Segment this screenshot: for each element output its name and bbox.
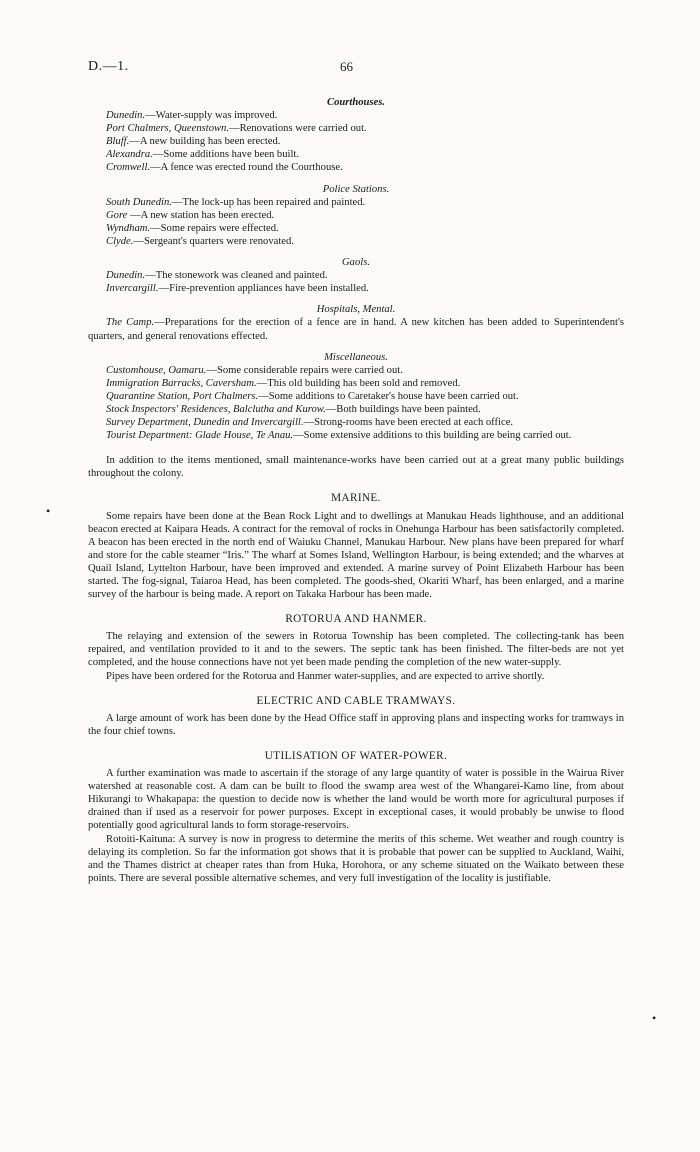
entry	[88, 135, 624, 148]
entry-place: South Dunedin.	[106, 196, 172, 208]
entry	[88, 416, 624, 429]
entry	[88, 222, 624, 235]
entry-text: —The stonework was cleaned and painted.	[145, 270, 328, 282]
entry-place: Customhouse, Oamaru.	[106, 364, 207, 376]
entry	[88, 390, 624, 403]
rotorua-paragraph: The relaying and extension of the sewers in Rotorua Township has been completed. The collecting-tank has been repaired, and ventilation provided to it and to the sewers. The septic tank has been finished. The filter-beds are not yet completed, and the house connections have not yet been made pending the completion of the new water-supply.	[88, 631, 624, 669]
tramways-heading: ELECTRIC AND CABLE TRAMWAYS.	[256, 694, 456, 707]
entry-place: Dunedin.	[106, 110, 146, 122]
page-body	[88, 96, 624, 885]
entry-text: —Preparations for the erection of a fence are in hand. A new kitchen has been added to Superintendent's quarters, and general renovations effected.	[88, 317, 624, 342]
entry-text: —Some considerable repairs were carried out.	[206, 364, 403, 376]
water-power-heading: UTILISATION OF WATER-POWER.	[264, 749, 448, 762]
water-power-paragraph: A further examination was made to ascertain if the storage of any large quantity of water is possible in the Wairua River watershed at reasonable cost. A dam can be built to flood the swamp area west of the Whangarei-Kamo line, from about Hikurangi to Whakapapa: the question to decide now is whether the land would be worth more for agricultural purposes if drained than if used as a reservoir for power purposes. Except in exceptional cases, it would probably be unwise to flood potentially good agricultural lands to form storage-reservoirs.	[88, 768, 624, 832]
entry-place: Clyde.	[106, 235, 134, 247]
margin-dot: •	[46, 504, 51, 518]
miscellaneous-section	[88, 351, 624, 443]
entry-place: Alexandra.	[106, 149, 153, 161]
entry	[88, 196, 624, 209]
entry-text: —Renovations were carried out.	[229, 123, 367, 135]
entry-text: —A new station has been erected.	[127, 209, 275, 221]
section-heading: Courthouses.	[327, 97, 385, 108]
entry-text: —A new building has been erected.	[129, 136, 281, 148]
entry-place: Wyndham.	[106, 222, 151, 234]
entry-place: Survey Department, Dunedin and Invercargill.	[106, 417, 304, 429]
general-maintenance-paragraph: In addition to the items mentioned, small maintenance-works have been carried out at a great many public buildings throughout the colony.	[88, 455, 624, 480]
section-heading: Hospitals, Mental.	[316, 304, 396, 316]
entry-text: —Water-supply was improved.	[145, 110, 278, 122]
entry	[88, 161, 624, 174]
hospitals-mental-section	[88, 303, 624, 342]
entry-place: Immigration Barracks, Caversham.	[106, 377, 257, 389]
entry-place: Tourist Department: Glade House, Te Anau.	[106, 430, 294, 442]
entry	[88, 122, 624, 135]
entry-place: Invercargill.	[106, 283, 159, 295]
entry-text: —Some additions to Caretaker's house have been carried out.	[258, 390, 519, 402]
entry-text: —The lock-up has been repaired and painted.	[171, 196, 366, 208]
entry	[88, 403, 624, 416]
entry	[88, 377, 624, 390]
page-header	[88, 60, 612, 78]
entry-place: Port Chalmers, Queenstown.	[106, 123, 230, 135]
margin-dot: •	[652, 1011, 657, 1025]
section-heading: Gaols.	[342, 257, 370, 269]
entry-text: —Some repairs were effected.	[150, 222, 279, 234]
entry-place: Bluff.	[106, 136, 130, 148]
entry	[88, 282, 624, 295]
entry	[88, 364, 624, 377]
water-power-paragraph: Rotoiti-Kaituna: A survey is now in progress to determine the merits of this scheme. Wet weather and rough country is delaying its completion. So far the information got shows that it is probable that power can be supplied to Auckland, Waihi, and the Thames district at cheaper rates than from Huka, Horohora, or any scheme situated on the Waikato between these points. There are several possible alternative schemes, and very full investigation of the locality is justifiable.	[88, 833, 624, 884]
entry-place: The Camp.	[106, 317, 155, 329]
entry	[88, 235, 624, 248]
entry	[88, 316, 624, 342]
rotorua-paragraph: Pipes have been ordered for the Rotorua and Hanmer water-supplies, and are expected to arrive shortly.	[106, 670, 545, 682]
marine-paragraph: Some repairs have been done at the Bean Rock Light and to dwellings at Manukau Heads lighthouse, and an additional beacon erected at Kaipara Heads. A contract for the removal of rocks in Onehunga Harbour has been satisfactorily completed. A beacon has been erected in the north end of Waiuku Channel, Manukau Harbour. New plans have been prepared for wharf and store for the cable steamer “Iris.” The wharf at Somes Island, Wellington Harbour, is being extended; and the wharves at Quail Island, Lyttelton Harbour, have been improved and extended. A marine survey of Point Elizabeth Harbour has been started. The fog-signal, Taiaroa Head, has been completed. The goods-shed, Okariti Wharf, has been enlarged, and a marine survey of the harbour is being made. A report on Takaka Harbour has been made.	[88, 510, 624, 601]
gaols-section	[88, 256, 624, 295]
entry-place: Cromwell.	[106, 162, 151, 174]
entry-text: —Some extensive additions to this building are being carried out.	[293, 430, 572, 442]
entry-place: Gore	[106, 209, 128, 221]
entry	[88, 429, 624, 442]
entry	[88, 209, 624, 222]
section-heading: Police Stations.	[322, 183, 390, 195]
entry	[88, 148, 624, 161]
tramways-paragraph: A large amount of work has been done by the Head Office staff in approving plans and inspecting works for tramways in the four chief towns.	[88, 712, 624, 737]
entry-text: —A fence was erected round the Courthouse.	[150, 162, 343, 174]
police-stations-section	[88, 183, 624, 248]
entry	[88, 269, 624, 282]
entry-place: Quarantine Station, Port Chalmers.	[106, 390, 259, 402]
entry-text: —This old building has been sold and removed.	[256, 377, 461, 389]
section-heading: Miscellaneous.	[324, 351, 388, 363]
entry	[88, 109, 624, 122]
document-reference: D.—1.	[88, 59, 129, 74]
entry-text: —Some additions have been built.	[152, 149, 300, 161]
entry-text: —Fire-prevention appliances have been installed.	[158, 283, 369, 295]
rotorua-hanmer-heading: ROTORUA AND HANMER.	[285, 613, 427, 626]
entry-place: Stock Inspectors' Residences, Balclutha and Kurow.	[106, 403, 326, 415]
entry-place: Dunedin.	[106, 270, 146, 282]
courthouses-section	[88, 96, 624, 175]
page-number: 66	[340, 59, 353, 74]
marine-heading: MARINE.	[331, 492, 381, 505]
entry-text: —Sergeant's quarters were renovated.	[133, 235, 294, 247]
entry-text: —Both buildings have been painted.	[325, 403, 481, 415]
entry-text: —Strong-rooms have been erected at each office.	[303, 417, 514, 429]
